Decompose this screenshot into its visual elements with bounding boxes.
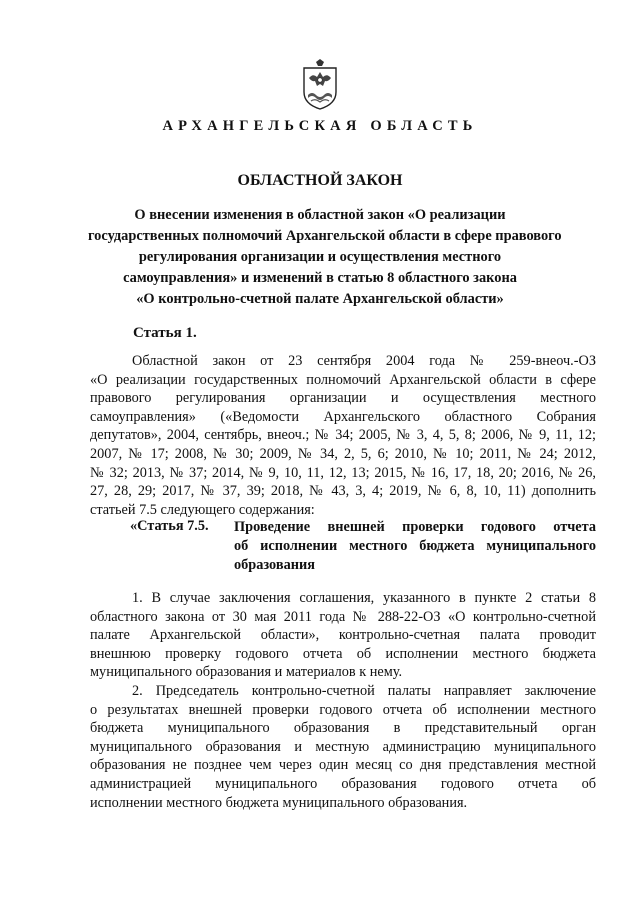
text-line: самоуправления» («Ведомости Архангельского областного Собрания [90, 408, 596, 425]
text-line: муниципального образования и местную администрацию муниципального [90, 738, 596, 755]
text-line: депутатов», 2004, сентябрь, внеоч.; № 34; 2005, № 3, 4, 5, 8; 2006, № 9, 11, 12; [90, 427, 596, 444]
text-line: администрацией муниципального образования годового отчета об [90, 775, 596, 792]
article-7-5-label: «Статья 7.5. [130, 518, 209, 534]
law-title-line: регулирования организации и осуществления местного [138, 249, 502, 265]
article-7-5-title [234, 518, 596, 575]
article-7-5-title-line: образования [234, 557, 315, 573]
text-line: № 32; 2013, № 37; 2014, № 9, 10, 11, 12, 13; 2015, № 16, 17, 18, 20; 2016, № 26, [90, 464, 596, 481]
text-line: правового регулирования организации и осуществления местного [90, 390, 596, 407]
text-line: 2. Председатель контрольно-счетной палаты направляет заключение [132, 683, 596, 699]
text-line: палате Архангельской области», контрольно-счетная палата проводит [90, 627, 596, 644]
text-line: о результатах внешней проверки годового отчета об исполнении местного [90, 701, 596, 718]
law-title [88, 205, 562, 310]
text-line: исполнении местного бюджета муниципального образования. [90, 794, 468, 811]
law-title-line: О внесении изменения в областной закон «О реализации [134, 207, 506, 223]
text-line: образования не позднее чем через один месяц со дня представления местной [90, 757, 596, 774]
article-7-5-title-line: Проведение внешней проверки годового отчета [234, 519, 596, 535]
law-title-line: самоуправления» и изменений в статью 8 областного закона [123, 270, 517, 286]
text-line: статьей 7.5 следующего содержания: [90, 501, 315, 518]
point-2-text [90, 682, 596, 812]
law-title-line: государственных полномочий Архангельской области в сфере правового [88, 228, 562, 244]
article-7-5-title-line: об исполнении местного бюджета муниципального [234, 538, 596, 554]
region-name: АРХАНГЕЛЬСКАЯ ОБЛАСТЬ [162, 118, 478, 134]
text-line: областного закона от 30 мая 2011 года № 288-22-ОЗ «О контрольно-счетной [90, 608, 596, 625]
coat-of-arms-icon [301, 58, 339, 110]
text-line: Областной закон от 23 сентября 2004 года № 259-внеоч.-ОЗ [132, 353, 596, 369]
text-line: 2007, № 17; 2008, № 30; 2009, № 34, 2, 5, 6; 2010, № 10; 2011, № 24; 2012, [90, 445, 596, 462]
text-line: 27, 28, 29; 2017, № 37, 39; 2018, № 43, 3, 4; 2019, № 6, 8, 10, 11) дополнить [90, 483, 596, 500]
article-1-heading: Статья 1. [133, 325, 197, 341]
text-line: «О реализации государственных полномочий Архангельской области в сфере [90, 371, 596, 388]
text-line: 1. В случае заключения соглашения, указанного в пункте 2 статьи 8 [132, 590, 596, 606]
text-line: внешнюю проверку годового отчета об исполнении местного бюджета [90, 645, 596, 662]
text-line: бюджета муниципального образования в представительный орган [90, 720, 596, 737]
point-1-text [90, 589, 596, 682]
law-type-heading: ОБЛАСТНОЙ ЗАКОН [237, 172, 403, 189]
law-title-line: «О контрольно-счетной палате Архангельской области» [136, 291, 504, 307]
article-1-text [90, 352, 596, 519]
text-line: муниципального образования и материалов к нему. [90, 664, 403, 681]
